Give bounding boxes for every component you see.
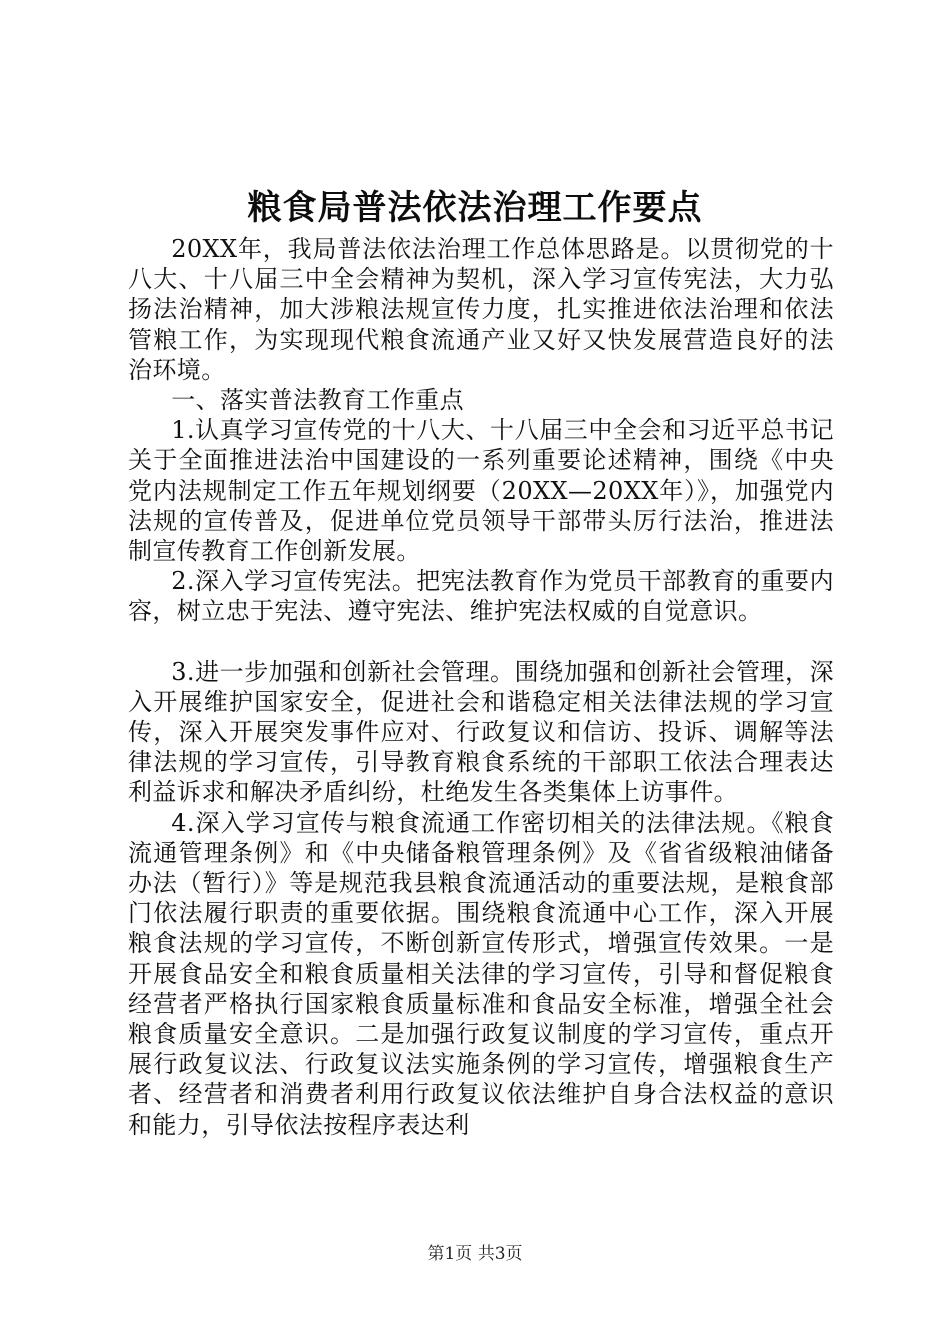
paragraph-item-4: 4.深入学习宣传与粮食流通工作密切相关的法律法规。《粮食流通管理条例》和《中央储备粮管理条例》及《省省级粮油储备办法（暂行）》等是规范我县粮食流通活动的重要法规，是粮食部门依法履行职责的重要依据。围绕粮食流通中心工作，深入开展粮食法规的学习宣传，不断创新宣传形式，增强宣传效果。一是开展食品安全和粮食质量相关法律的学习宣传，引导和督促粮食经营者严格执行国家粮食质量标准和食品安全标准，增强全社会粮食质量安全意识。二是加强行政复议制度的学习宣传，重点开展行政复议法、行政复议法实施条例的学习宣传，增强粮食生产者、经营者和消费者利用行政复议依法维护自身合法权益的意识和能力，引导依法按程序表达利 (128, 808, 834, 1139)
paragraph-intro: 20XX年，我局普法依法治理工作总体思路是。以贯彻党的十八大、十八届三中全会精神为契机，深入学习宣传宪法，大力弘扬法治精神，加大涉粮法规宣传力度，扎实推进依法治理和依法管粮工作，为实现现代粮食流通产业又好又快发展营造良好的法治环境。 (128, 235, 834, 384)
page-number-footer: 第1页 共3页 (427, 1244, 523, 1264)
paragraph-item-3: 3.进一步加强和创新社会管理。围绕加强和创新社会管理，深入开展维护国家安全，促进社会和谐稳定相关法律法规的学习宣传，深入开展突发事件应对、行政复议和信访、投诉、调解等法律法规的学习宣传，引导教育粮食系统的干部职工依法合理表达利益诉求和解决矛盾纠纷，杜绝发生各类集体上访事件。 (128, 657, 834, 807)
section-heading: 一、落实普法教育工作重点 (171, 386, 464, 415)
document-body (128, 234, 834, 1140)
document-title: 粮食局普法依法治理工作要点 (247, 188, 703, 228)
paragraph-item-2: 2.深入学习宣传宪法。把宪法教育作为党员干部教育的重要内容，树立忠于宪法、遵守宪法、维护宪法权威的自觉意识。 (128, 567, 834, 626)
paragraph-item-1: 1.认真学习宣传党的十八大、十八届三中全会和习近平总书记关于全面推进法治中国建设的一系列重要论述精神，围绕《中央党内法规制定工作五年规划纲要（20XX—20XX年）》，加强党内法规的宣传普及，促进单位党员领导干部带头厉行法治，推进法制宣传教育工作创新发展。 (128, 416, 834, 566)
